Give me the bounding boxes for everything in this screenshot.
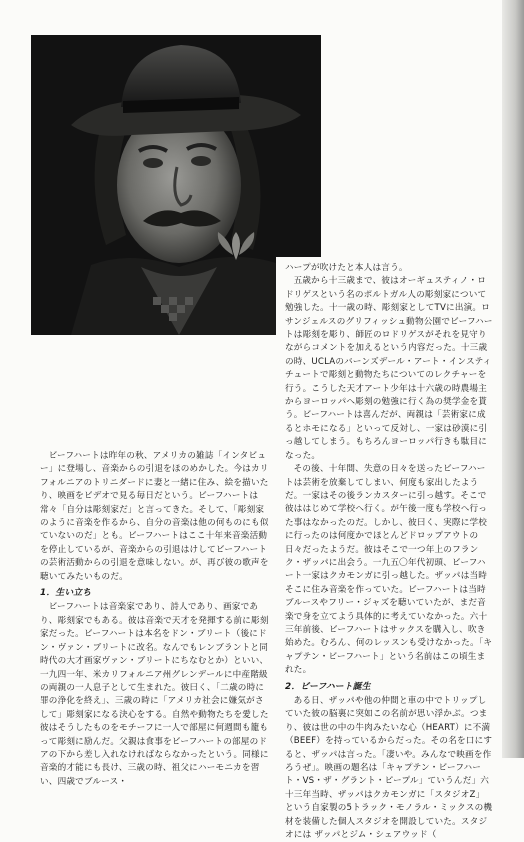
section-1-body: ビーフハートは音楽家であり、詩人であり、画家であり、彫刻家でもある。彼は音楽で天才を発揮する前に彫刻家だった。ビーフハートは本名をドン・ブリート（後にドン・ヴァン・ブリートに改名。なんでもレンブラントと同時代の大才画家ヴァン・ブリートにちなむとか）といい、一九四一年、米カリフォルニア州グレンデールに中産階級の両親の一人息子として生まれた。彼曰く、「二歳の時に罪の浄化を終え」、三歳の時に「アメリカ社会に嫌気がさして」彫刻家になる決心をする。自然や動物たちを愛した彼はそうしたものをモチーフに一人で部屋に何週間も籠もって彫刻に励んだ。父親は食事をビーフハートの部屋のドアの下から差し入れなければならなかったという。同様に音楽的才能にも長け、三歳の時、祖父にハーモニカを習い、四歳でブルース・ [40,602,269,787]
page-edge-shadow [502,0,524,758]
right-paragraph-1: ハープが吹けたと本人は言う。 [285,263,408,273]
right-column [285,262,493,842]
section-heading-2: 2．ビーフハート誕生 [285,681,371,692]
right-paragraph-3: その後、十年間、失意の日々を送ったビーフハートは芸術を放棄してしまい、何度も家出したようだ。一家はその後ランカスターに引っ越す。そこで彼ははじめて学校へ行く。が午後一度も学校へ行った事はなかったのだ。しかし、彼曰く、実際に学校に行ったのは何度かでほとんどドロップアウトの日々だったようだ。彼はそこで一つ年上のフランク・ザッパに出会う。一九五〇年代初頭、ビーフハート一家はクカモンガに引っ越した。ザッパは当時そこに住み音楽を作っていた。ビーフハートは当時ブルースやフリー・ジャズを聴いていたが、まだ音楽で身を立てよう具体的に考えていなかった。六十三年前後、ビーフハートはサックスを購入し、吹き始めた。むろん、何のレッスンも受けなかった。「キャプテン・ビーフハート」という名前はこの頃生まれた。 [285,464,493,676]
left-column [40,450,270,789]
right-paragraph-2: 五歳から十三歳まで、彼はオーギュスティノ・ロドリゲスという名のポルトガル人の彫刻家について勉強した。十一歳の時、彫刻家としてTVに出演。ロサンジェルスのグリフィッシュ動物公園でビーフハートは彫刻を彫り、師匠のロドリゲスがそれを見守りながらコメントを加えるという内容だった。十三歳の時、UCLAのバーンズデール・アート・インスティチュートで彫刻と動物たちについてのレクチャーを行う。こうした天才アート少年は十六歳の時農場主からヨーロッパへ彫刻の勉強に行く為の奨学金を貰う。ビーフハートは喜んだが、両親は「芸術家に成るとホモになる」といって反対し、一家は砂漠に引っ越してしまう。もちろんヨーロッパ行きも駄目になった。 [285,276,493,461]
section-2-body: ある日、ザッパや他の仲間と車の中でトリップしていた彼の脳裏に突如この名前が思い浮かぶ。つまり、彼は世の中の牛肉みたいな心（HEART）に不満（BEEF）を持っているからだった。その名を口にすると、ザッパは言った。「凄いや。みんなで映画を作ろうぜ」。映画の題名は「キャプテン・ビーフハート・VS・ザ・グラント・ピープル」ていうんだ」六十三年当時、ザッパはクカモンガに「スタジオZ」という自家製の5トラック・モノラル・ミックスの機材を装備した個人スタジオを開設していた。スタジオには ザッパとジム・シェアウッド（ [285,696,493,841]
intro-paragraph: ビーフハートは昨年の秋、アメリカの雑誌「インタビュー」に登場し、音楽からの引退をほのめかした。今はカリフォルニアのトリニダードに妻と一緒に住み、絵を描いたり、映画をビデオで見る毎日だという。ビーフハートは常々「自分は彫刻家だ」と言ってきた。そして、「彫刻家のように音楽を作るから、自分の音楽は他の何ものにも似ていないのだ」とも。ビーフハートはここ十年来音楽活動を停止しているが、音楽からの引退はけしてビーフハートの芸術活動からの引退を意味しない。が、再び彼の歌声を聴いてみたいものだ。 [40,451,269,582]
section-heading-1: 1．生い立ち [40,588,92,599]
